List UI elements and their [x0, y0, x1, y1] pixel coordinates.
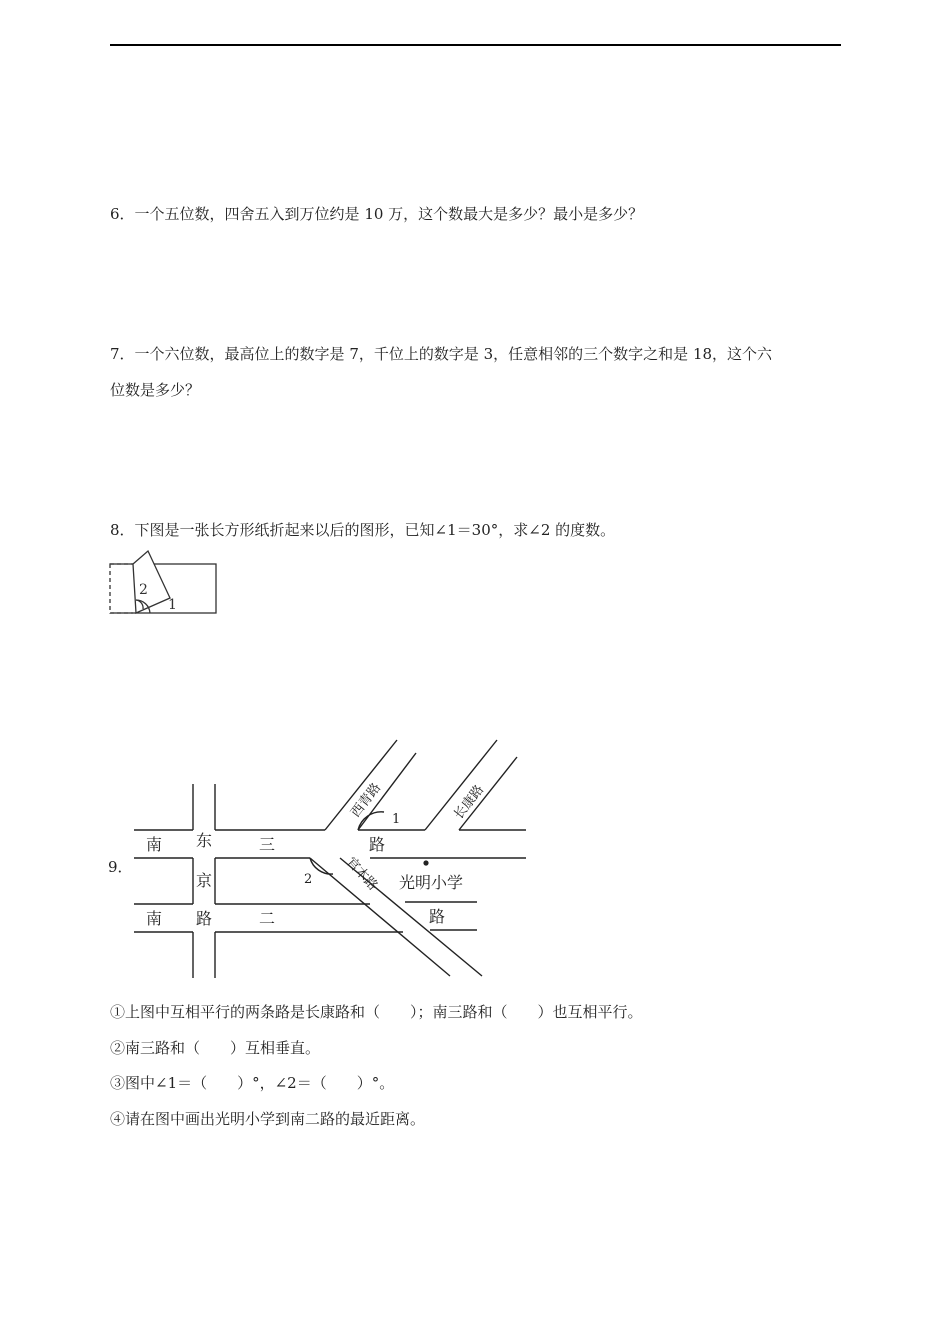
question-9-number: 9．: [108, 858, 133, 876]
label-lu-1: 路: [369, 835, 386, 854]
label-lu-3: 路: [429, 907, 446, 926]
map-angle-1-label: 1: [392, 812, 401, 827]
folded-area-dashed: [110, 564, 133, 613]
label-lu-2: 路: [196, 909, 213, 928]
folded-paper-figure: [110, 551, 216, 613]
label-jing: 京: [196, 871, 213, 890]
question-7-line-1: 7．一个六位数，最高位上的数字是 7，千位上的数字是 3，任意相邻的三个数字之和是 18，这个六: [110, 345, 773, 363]
label-dong: 东: [196, 831, 213, 850]
label-school: 光明小学: [399, 873, 464, 892]
question-9-part-3: ③图中∠1＝（ ）°，∠2＝（ ）°。: [110, 1074, 395, 1092]
question-7-line-2: 位数是多少？: [110, 381, 201, 399]
question-9-part-2: ②南三路和（ ）互相垂直。: [110, 1039, 321, 1057]
label-san: 三: [259, 835, 276, 854]
angle-1-label: 1: [168, 597, 177, 613]
angle-2-label: 2: [139, 582, 148, 598]
road-map-figure: [134, 740, 526, 978]
school-dot: [423, 860, 428, 865]
question-9-part-1: ①上图中互相平行的两条路是长康路和（ ）；南三路和（ ）也互相平行。: [110, 1003, 643, 1021]
question-9-part-4: ④请在图中画出光明小学到南二路的最近距离。: [110, 1110, 426, 1128]
label-er: 二: [259, 909, 276, 928]
question-6: 6．一个五位数，四舍五入到万位约是 10 万，这个数最大是多少？最小是多少？: [110, 205, 644, 223]
question-8: 8．下图是一张长方形纸折起来以后的图形，已知∠1＝30°，求∠2 的度数。: [110, 521, 616, 539]
label-guanmu-road: 官木路: [343, 854, 381, 894]
label-nan-1: 南: [146, 835, 163, 854]
map-angle-2-label: 2: [304, 872, 313, 887]
label-nan-2: 南: [146, 909, 163, 928]
label-xiqing-road: 西青路: [348, 780, 385, 821]
label-changkang-road: 长康路: [451, 782, 488, 823]
